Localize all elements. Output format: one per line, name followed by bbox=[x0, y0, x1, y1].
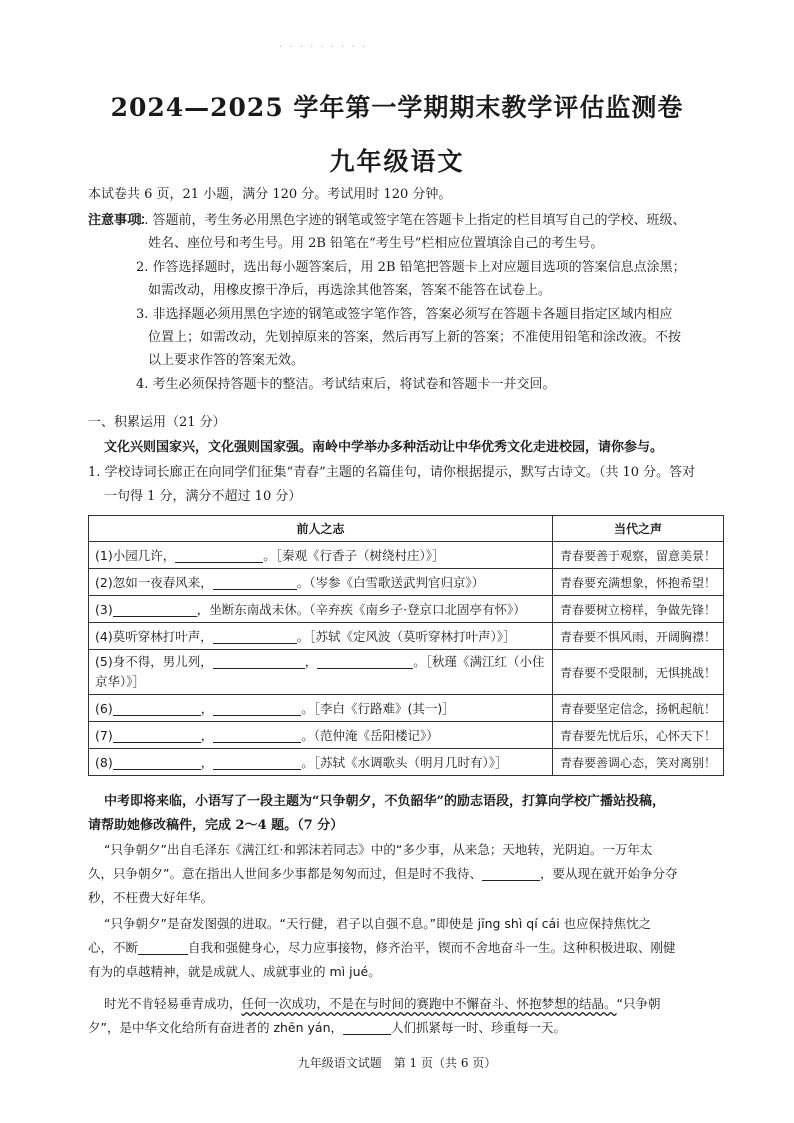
poem-cell: (5)身不得，男儿列， ， 。［秋瑾《满江红（小住 京华）》］ bbox=[89, 650, 553, 695]
answer-blank[interactable] bbox=[213, 755, 301, 770]
paragraph-1-line-2: 久，只争朝夕”。意在指出人世间多少事都是匆匆而过，但是时不我待、 ，要从现在就开始争分夺 bbox=[88, 866, 678, 881]
pinyin-2: mì jué bbox=[329, 964, 369, 979]
voice-cell: 青春要先忧后乐，心怀天下！ bbox=[553, 722, 724, 749]
column-header-modern: 当代之声 bbox=[553, 516, 724, 542]
section-lead: 文化兴则国家兴，文化强则国家强。南岭中学举办多种活动让中华优秀文化走进校园，请你参与。 bbox=[104, 440, 664, 455]
question-1-cont: 一句得 1 分，满分不超过 10 分） bbox=[104, 489, 302, 504]
poem-cell: (7) ， 。（范仲淹《岳阳楼记》） bbox=[89, 722, 553, 749]
paragraph-3: 时光不肯轻易垂青成功，任何一次成功，不是在与时间的赛跑中不懈奋斗、怀抱梦想的结晶。“只争朝 bbox=[104, 996, 661, 1011]
voice-cell: 青春要充满想象，怀抱希望！ bbox=[553, 569, 724, 596]
poem-cell: (6) ， 。［李白《行路难》(其一)］ bbox=[89, 695, 553, 722]
table-row bbox=[89, 623, 724, 650]
notice-item-2: 2. 作答选择题时，选出每小题答案后，用 2B 铅笔把答题卡上对应题目选项的答案信息点涂黑； bbox=[136, 260, 686, 275]
notice-item-3-cont: 位置上；如需改动，先划掉原来的答案，然后再写上新的答案；不准使用铅笔和涂改液。不按 bbox=[148, 330, 682, 345]
paragraph-2-line-3: 有为的卓越精神，就是成就人、成就事业的 mì jué。 bbox=[88, 964, 381, 979]
paragraph-1: “只争朝夕”出自毛泽东《满江红·和郭沫若同志》中的“多少事，从来急；天地转，光阴迫。一万年太 bbox=[104, 842, 653, 857]
poem-cell: (3) ，坐断东南战未休。（辛弃疾《南乡子·登京口北固亭有怀》） bbox=[89, 596, 553, 623]
column-header-ancient: 前人之志 bbox=[89, 516, 553, 542]
answer-blank[interactable] bbox=[317, 654, 413, 669]
passage-lead-cont: 请帮助她修改稿件，完成 2～4 题。（7 分） bbox=[88, 818, 344, 833]
paragraph-1-line-3: 秒，不枉费大好年华。 bbox=[88, 890, 214, 905]
poem-cell: (1)小园几许， 。［秦观《行香子（树绕村庄）》］ bbox=[89, 542, 553, 569]
answer-blank[interactable] bbox=[175, 548, 263, 563]
table-header-row bbox=[89, 516, 724, 542]
table-row bbox=[89, 596, 724, 623]
answer-blank[interactable] bbox=[113, 602, 197, 617]
answer-blank[interactable] bbox=[113, 755, 201, 770]
voice-cell: 青春要树立榜样，争做先锋！ bbox=[553, 596, 724, 623]
pinyin-1: jīng shì qí cái bbox=[477, 916, 560, 931]
table-row bbox=[89, 569, 724, 596]
answer-blank[interactable] bbox=[343, 1020, 391, 1035]
pinyin-3: zhēn yán bbox=[273, 1020, 331, 1035]
passage-lead: 中考即将来临，小语写了一段主题为“只争朝夕，不负韶华”的励志语段，打算向学校广播站投稿， bbox=[104, 794, 665, 809]
table-row bbox=[89, 722, 724, 749]
paragraph-3-line-2: 夕”，是中华文化给所有奋进者的 zhēn yán， 人们抓紧每一时、珍重每一天。 bbox=[88, 1020, 567, 1035]
table-row bbox=[89, 542, 724, 569]
answer-blank[interactable] bbox=[113, 701, 201, 716]
notice-item-2-cont: 如需改动，用橡皮擦干净后，再选涂其他答案，答案不能答在试卷上。 bbox=[148, 283, 552, 298]
answer-blank[interactable] bbox=[213, 654, 305, 669]
poem-cell: (2)忽如一夜春风来， 。（岑参《白雪歌送武判官归京》） bbox=[89, 569, 553, 596]
notice-item-3: 3. 非选择题必须用黑色字迹的钢笔或签字笔作答，答案必须写在答题卡各题目指定区域内相应 bbox=[136, 307, 673, 322]
poem-cell: (8) ， 。［苏轼《水调歌头（明月几时有）》］ bbox=[89, 749, 553, 776]
notice-label: 注意事项： bbox=[88, 213, 154, 228]
table-row bbox=[89, 749, 724, 776]
paragraph-2-line-2: 心，不断 自我和强健身心，尽力应事接物，修齐治平，锲而不舍地奋斗一生。这种积极进取、刚健 bbox=[88, 940, 676, 955]
notice-item-1-cont: 姓名、座位号和考生号。用 2B 铅笔在“考生号”栏相应位置填涂自己的考生号。 bbox=[148, 236, 604, 251]
page-footer: 九年级语文试题 第 1 页（共 6 页） bbox=[297, 1056, 497, 1070]
answer-blank[interactable] bbox=[213, 728, 301, 743]
wavy-underlined-sentence: 任何一次成功，不是在与时间的赛跑中不懈奋斗、怀抱梦想的结晶。 bbox=[241, 996, 617, 1011]
answer-blank[interactable] bbox=[213, 701, 301, 716]
voice-cell: 青春要不惧风雨，开阔胸襟！ bbox=[553, 623, 724, 650]
section-heading: 一、积累运用（21 分） bbox=[88, 415, 226, 430]
answer-blank[interactable] bbox=[213, 575, 297, 590]
voice-cell: 青春要善调心态，笑对离别！ bbox=[553, 749, 724, 776]
poem-table bbox=[88, 515, 724, 776]
table-row bbox=[89, 650, 724, 695]
watermark-dots: · · · · · · · · · bbox=[279, 42, 368, 53]
answer-blank[interactable] bbox=[482, 866, 540, 881]
table-row bbox=[89, 695, 724, 722]
exam-subject: 九年级语文 bbox=[329, 147, 465, 176]
answer-blank[interactable] bbox=[113, 728, 201, 743]
answer-blank[interactable] bbox=[213, 629, 297, 644]
exam-intro: 本试卷共 6 页，21 小题，满分 120 分。考试用时 120 分钟。 bbox=[88, 187, 452, 202]
poem-cell: (4)莫听穿林打叶声， 。［苏轼《定风波（莫听穿林打叶声）》］ bbox=[89, 623, 553, 650]
notice-item-3-cont2: 以上要求作答的答案无效。 bbox=[148, 353, 305, 368]
voice-cell: 青春要善于观察，留意美景！ bbox=[553, 542, 724, 569]
notice-item-1: 1. 答题前，考生务必用黑色字迹的钢笔或签字笔在答题卡上指定的栏目填写自己的学校、班级、 bbox=[136, 213, 686, 228]
question-1: 1. 学校诗词长廊正在向同学们征集“青春”主题的名篇佳句，请你根据提示，默写古诗文。（共 10 分。答对 bbox=[88, 465, 696, 480]
voice-cell: 青春要坚定信念，扬帆起航！ bbox=[553, 695, 724, 722]
notice-item-4: 4. 考生必须保持答题卡的整洁。考试结束后，将试卷和答题卡一并交回。 bbox=[136, 377, 556, 392]
voice-cell: 青春要不受限制，无惧挑战！ bbox=[553, 650, 724, 695]
paragraph-2: “只争朝夕”是奋发图强的进取。“天行健，君子以自强不息。”即使是 jīng shì qí cái 也应保持焦忱之 bbox=[104, 916, 652, 931]
answer-blank[interactable] bbox=[138, 940, 188, 955]
exam-title: 2024—2025 学年第一学期期末教学评估监测卷 bbox=[110, 93, 684, 122]
